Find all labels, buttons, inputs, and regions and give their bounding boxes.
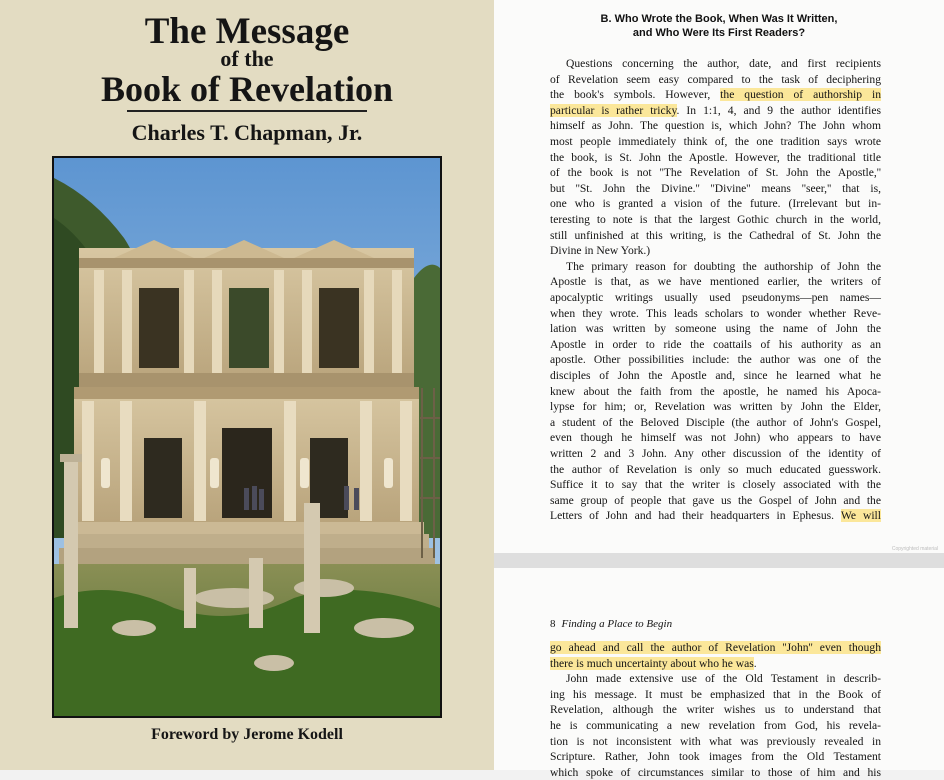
text-line: The primary reason for doubting the authorship of John the xyxy=(566,259,881,273)
text-line: disciples of John the Apostle and, since he learned what he xyxy=(550,369,881,382)
text-line xyxy=(550,640,881,655)
text-line: Questions concerning the author, date, and first recipients xyxy=(566,57,881,70)
text-line: himself as John. The question is, which John? The John whom xyxy=(550,119,881,133)
text-line: tion is not inconsistent with what was previously revealed in xyxy=(550,734,881,748)
text-line: Revelation, although the writer wishes us to understand that xyxy=(550,703,881,717)
cover-photo-library-of-celsus xyxy=(52,156,442,718)
page-number: 8 xyxy=(550,618,556,630)
text-line: lation was written by someone using the name of John the xyxy=(550,322,881,336)
text-line: but ''St. John the Divine.'' ''Divine'' means ''seer,'' that is, xyxy=(550,181,881,195)
text-line: John made extensive use of the Old Testament in describ- xyxy=(566,672,881,686)
highlighted-text: We will xyxy=(840,509,881,523)
highlighted-text: particular is rather tricky xyxy=(550,103,677,117)
text-line: knew about the faith from the apostle, he named his Apoca- xyxy=(550,384,881,398)
book-page-top xyxy=(494,0,944,553)
text-line: there is much uncertainty about who he was. xyxy=(550,656,757,670)
text-line: apostle. Other possibilities include: the author was one of the xyxy=(550,353,881,367)
cover-divider xyxy=(127,110,367,112)
text-line: Apostle in order to ride the coattails of his authority as an xyxy=(550,337,881,351)
text-line: Letters of John and had their headquarters in Ephesus. We will xyxy=(550,509,881,523)
text-line: teresting to note is that the largest Gothic church in the world, xyxy=(550,213,881,226)
text-line: Apostle is that, as we have mentioned earlier, the writers of xyxy=(550,275,881,289)
text-line: ing his message. It must be emphasized that in the Book of xyxy=(550,687,881,701)
highlighted-text: the question of authorship in xyxy=(720,88,881,102)
text-line: he is communicating a new revelation from God, his revela- xyxy=(550,719,881,732)
text-line: the author of Revelation is only so much educated guesswork. xyxy=(550,462,881,476)
cover-title-line1: The Message xyxy=(144,11,350,52)
text-line: same group of people that gave us the Gospel of John and the xyxy=(550,493,881,507)
section-heading-line1: B. Who Wrote the Book, When Was It Written, xyxy=(600,13,838,25)
text-line: Suffice it to say that the writer is closely associated with the xyxy=(550,478,881,492)
text-line: the book's symbols. However, the question of authorship in xyxy=(550,88,881,102)
book-page-bottom xyxy=(494,568,944,779)
text-line: Divine in New York.) xyxy=(550,244,651,258)
text-line: still unfinished at this writing, is the Cathedral of St. John the xyxy=(550,228,881,242)
text-line: Scripture. Rather, John took images from the Old Testament xyxy=(550,750,881,764)
text-line: which spoke of circumstances similar to those of him and his xyxy=(550,765,881,779)
running-head-title: Finding a Place to Begin xyxy=(561,618,673,630)
copyright-notice: Copyrighted material xyxy=(891,546,938,552)
cover-author: Charles T. Chapman, Jr. xyxy=(131,120,363,145)
page-separator xyxy=(494,553,944,568)
cover-title-line2: of the xyxy=(220,46,274,71)
text-line: a student of the Beloved Disciple (the author of John's Gospel, xyxy=(550,415,881,429)
text-line: most people immediately think of, the one tradition says wrote xyxy=(550,135,881,148)
section-heading-line2: and Who Were Its First Readers? xyxy=(632,27,806,39)
text-line: of the book is not ''The Revelation of St. John the Apostle,'' xyxy=(550,166,881,180)
highlighted-text: go ahead and call the author of Revelation ''John'' even though xyxy=(550,641,881,654)
text-line: one who is granted a vision of the future. (Irrelevant but in- xyxy=(550,197,881,211)
running-head xyxy=(550,618,672,630)
text-line: the book, is St. John the Apostle. However, the traditional title xyxy=(550,150,881,164)
cover-title-line3: Book of Revelation xyxy=(101,69,393,109)
text-line: particular is rather tricky. In 1:1, 4, and 9 the author identifies xyxy=(550,103,881,117)
text-line: of Revelation seem easy compared to the task of deciphering xyxy=(550,72,881,86)
cover-foreword: Foreword by Jerome Kodell xyxy=(151,726,343,743)
text-line: apocalyptic writings usually used pseudonyms—pen names— xyxy=(550,291,881,304)
text-line: written 2 and 3 John. Any other discussion of the identity of xyxy=(550,447,881,460)
text-line: when they wrote. This leads scholars to wonder whether Reve- xyxy=(550,306,881,320)
text-line: lypse for him; or, Revelation was written by John the Elder, xyxy=(550,400,881,414)
highlighted-text: there is much uncertainty about who he was xyxy=(550,656,754,670)
text-line: even though he himself was not John) who appears to have xyxy=(550,431,881,445)
